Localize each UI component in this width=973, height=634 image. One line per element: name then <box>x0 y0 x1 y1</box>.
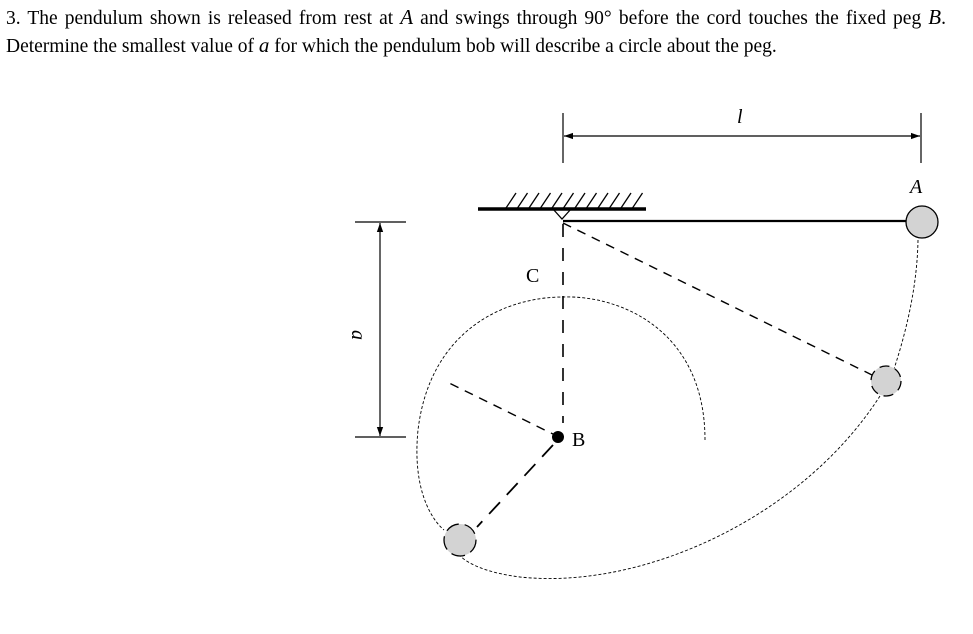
hatch-line <box>506 193 516 208</box>
hatch-line <box>518 193 528 208</box>
problem-text-5: for which the pendulum bob will describe a circle about the peg. <box>269 36 777 57</box>
label-B: B <box>572 429 586 451</box>
problem-text-2: and swings through <box>413 8 585 29</box>
hatch-line <box>633 193 643 208</box>
hatch-line <box>587 193 597 208</box>
hatch-line <box>621 193 631 208</box>
dimension-a <box>347 222 406 437</box>
path-A-to-intermediate <box>893 240 918 372</box>
hatch-line <box>575 193 585 208</box>
ceiling-support <box>478 193 646 219</box>
problem-text-3: before the cord touches the fixed peg <box>611 8 929 29</box>
bob-lower <box>444 524 476 556</box>
dimension-l <box>563 106 921 163</box>
path-bottom-swing <box>458 396 880 579</box>
bob-intermediate <box>871 366 901 396</box>
var-a: a <box>258 33 270 57</box>
var-B: B <box>928 5 942 29</box>
hatch-line <box>610 193 620 208</box>
label-C: C <box>526 265 540 287</box>
problem-number: 3. <box>6 8 21 29</box>
ceiling-hatch <box>506 193 643 208</box>
problem-text-1: The pendulum shown is released from rest at <box>27 8 401 29</box>
cord-segment-left <box>445 381 559 437</box>
hatch-line <box>598 193 608 208</box>
label-l: l <box>737 106 743 128</box>
var-A: A <box>400 5 414 29</box>
cord-to-lower-bob <box>477 445 553 527</box>
label-a: a <box>347 330 369 340</box>
cord-intermediate-position <box>563 223 872 375</box>
hatch-line <box>564 193 574 208</box>
path-circle-about-peg <box>417 297 705 530</box>
hatch-line <box>541 193 551 208</box>
peg-B <box>552 431 564 443</box>
problem-text-4: . Determine the smallest value of <box>6 8 946 57</box>
angle-value: 90° <box>584 8 612 29</box>
hatch-line <box>552 193 562 208</box>
bob-at-A <box>906 206 938 238</box>
label-A: A <box>910 176 923 198</box>
hatch-line <box>529 193 539 208</box>
